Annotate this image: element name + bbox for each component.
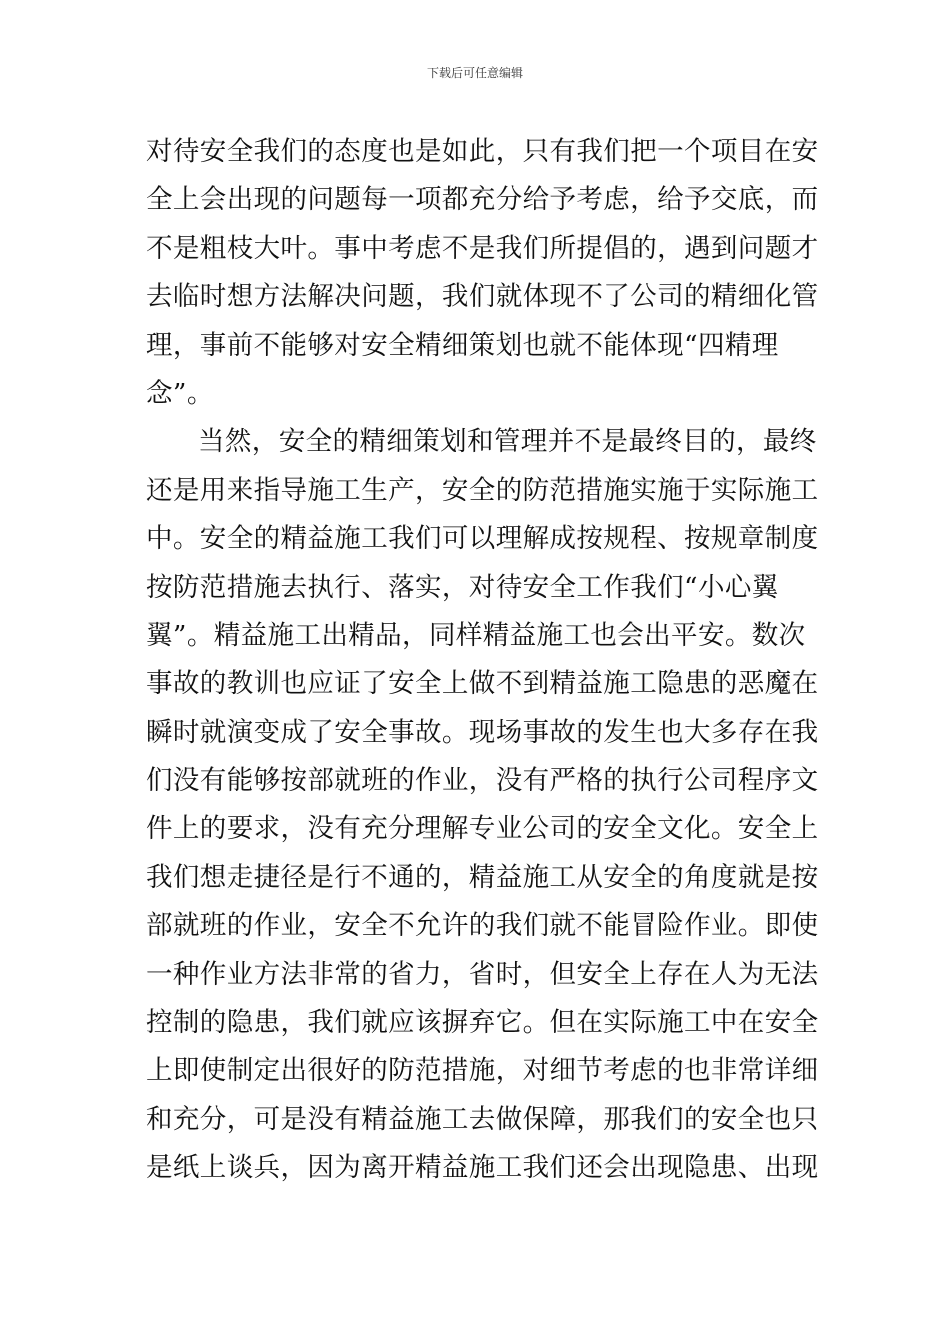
text-line: 按防范措施去执行、落实，对待安全工作我们“小心翼 bbox=[146, 571, 779, 603]
text-line: 上即使制定出很好的防范措施，对细节考虑的也非常详细 bbox=[146, 1055, 819, 1087]
text-line: 翼”。精益施工出精品，同样精益施工也会出平安。数次 bbox=[146, 619, 806, 651]
text-line: 对待安全我们的态度也是如此，只有我们把一个项目在安 bbox=[146, 136, 819, 167]
text-line: 是纸上谈兵，因为离开精益施工我们还会出现隐患、出现 bbox=[146, 1152, 819, 1184]
text-line: 事故的教训也应证了安全上做不到精益施工隐患的恶魔在 bbox=[146, 668, 819, 700]
text-line: 念”。 bbox=[146, 377, 214, 409]
paragraph bbox=[146, 418, 819, 1192]
text-line: 理，事前不能够对安全精细策划也就不能体现“四精理 bbox=[146, 329, 779, 361]
text-line: 去临时想方法解决问题，我们就体现不了公司的精细化管 bbox=[146, 281, 819, 313]
text-line: 不是粗枝大叶。事中考虑不是我们所提倡的，遇到问题才 bbox=[146, 232, 819, 264]
text-line: 件上的要求，没有充分理解专业公司的安全文化。安全上 bbox=[146, 813, 819, 845]
text-line: 和充分，可是没有精益施工去做保障，那我们的安全也只 bbox=[146, 1103, 819, 1135]
paragraph bbox=[146, 128, 819, 418]
text-line: 一种作业方法非常的省力，省时，但安全上存在人为无法 bbox=[146, 958, 819, 990]
text-line: 中。安全的精益施工我们可以理解成按规程、按规章制度 bbox=[146, 523, 819, 555]
text-line: 当然，安全的精细策划和管理并不是最终目的，最终 bbox=[198, 426, 817, 458]
page-header: 下载后可任意编辑 bbox=[426, 66, 523, 80]
text-line: 全上会出现的问题每一项都充分给予考虑，给予交底，而 bbox=[146, 184, 819, 216]
text-line: 瞬时就演变成了安全事故。现场事故的发生也大多存在我 bbox=[146, 716, 819, 748]
text-line: 们没有能够按部就班的作业，没有严格的执行公司程序文 bbox=[146, 765, 819, 797]
document-body bbox=[146, 128, 819, 1193]
text-line: 控制的隐患，我们就应该摒弃它。但在实际施工中在安全 bbox=[146, 1007, 819, 1039]
text-line: 部就班的作业，安全不允许的我们就不能冒险作业。即使 bbox=[146, 910, 819, 942]
text-line: 还是用来指导施工生产，安全的防范措施实施于实际施工 bbox=[146, 474, 819, 506]
text-line: 我们想走捷径是行不通的，精益施工从安全的角度就是按 bbox=[146, 861, 819, 893]
